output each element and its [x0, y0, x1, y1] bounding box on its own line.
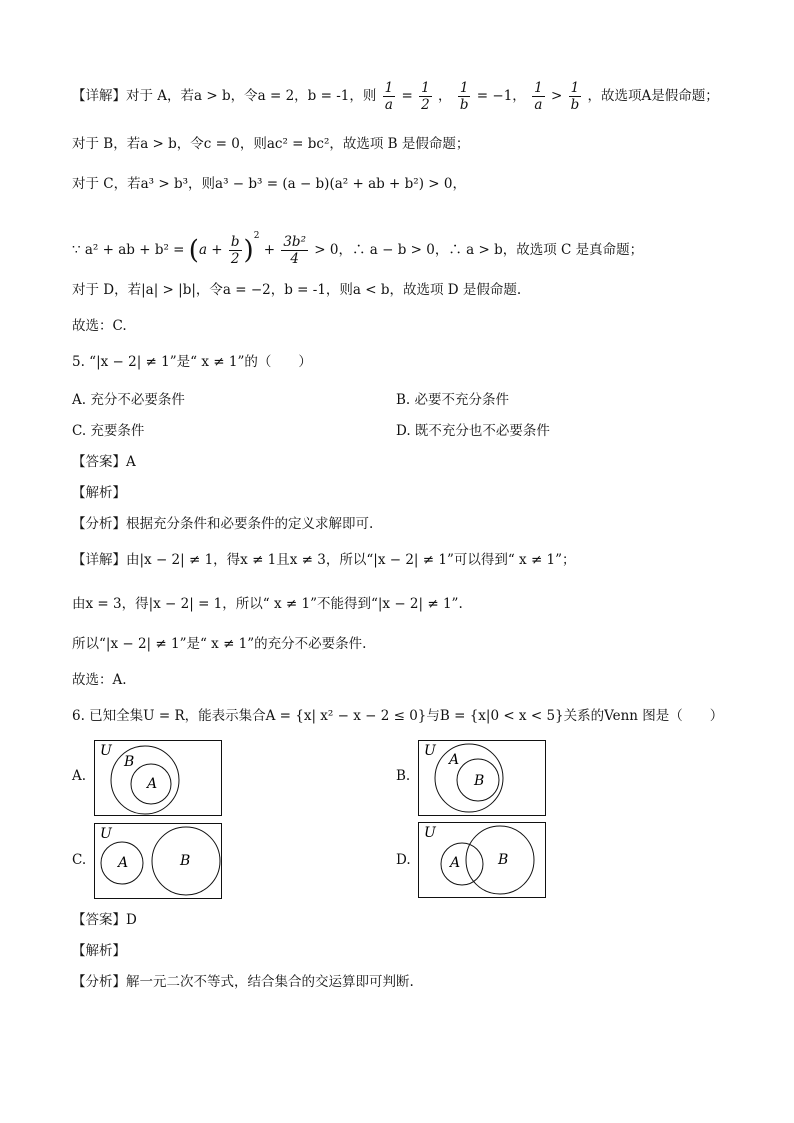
detail-line-c-proof — [72, 216, 643, 271]
venn-c-label: C. — [72, 852, 87, 868]
equals-minus-one: = −1， — [476, 88, 526, 104]
venn-c-universe: U — [100, 826, 112, 842]
analysis-6: 【解析】 — [72, 943, 126, 959]
choose-c: 故选：C. — [72, 318, 127, 334]
venn-b-universe: U — [424, 743, 436, 759]
venn-d-universe: U — [424, 825, 436, 841]
venn-a-inner-label: A — [147, 776, 158, 792]
equals-sign: = — [401, 88, 413, 104]
a-plus: a + — [198, 242, 223, 258]
separator: ， — [438, 88, 452, 104]
q5-option-a: A. 充分不必要条件 — [72, 392, 185, 408]
analysis-5: 【解析】 — [72, 485, 126, 501]
venn-diagram-d — [418, 822, 546, 898]
question-5: 5. “|x − 2| ≠ 1”是“ x ≠ 1”的（ ） — [72, 354, 312, 370]
detail-5-3: 所以“|x − 2| ≠ 1”是“ x ≠ 1”的充分不必要条件. — [72, 636, 367, 652]
fraction-1-a-second: $\frac{1}{a}$ — [534, 80, 543, 113]
venn-diagram-a — [94, 740, 222, 816]
fraction-1-b-second: $\frac{1}{b}$ — [570, 80, 580, 113]
greater-sign: > — [550, 88, 563, 104]
detail-text-a-tail: ，故选项A是假命题； — [587, 88, 719, 104]
detail-line-b: 对于 B，若a > b，令c = 0，则ac² = bc²，故选项 B 是假命题； — [72, 136, 470, 152]
q5-option-c: C. 充要条件 — [72, 423, 145, 439]
venn-d-label: D. — [396, 852, 411, 868]
venn-d-right-label: B — [498, 852, 509, 868]
venn-b-outer-label: A — [449, 752, 460, 768]
venn-c-left-label: A — [118, 855, 129, 871]
question-6: 6. 已知全集U = R，能表示集合A = {x| x² − x − 2 ≤ 0}与B = {x|0 < x < 5}关系的Venn 图是（ ） — [72, 708, 724, 724]
venn-diagram-b — [418, 740, 546, 816]
fraction-b-2: $\frac{b}{2}$ — [230, 234, 240, 267]
big-open-paren: ( — [188, 235, 199, 266]
q5-option-d: D. 既不充分也不必要条件 — [396, 423, 550, 439]
fraction-1-2: $\frac{1}{2}$ — [421, 80, 430, 113]
venn-a-universe: U — [100, 743, 112, 759]
detail-5-2: 由x = 3，得|x − 2| = 1，所以“ x ≠ 1”不能得到“|x − 2| ≠ 1”. — [72, 596, 463, 612]
venn-d-left-label: A — [450, 855, 461, 871]
venn-diagram-c — [94, 823, 222, 899]
proof-tail: > 0，∴ a − b > 0，∴ a > b，故选项 C 是真命题； — [314, 242, 644, 258]
venn-c-right-label: B — [180, 853, 191, 869]
q5-option-b: B. 必要不充分条件 — [396, 392, 510, 408]
analysis-summary-6: 【分析】解一元二次不等式，结合集合的交运算即可判断. — [72, 974, 414, 990]
detail-5-1: 【详解】由|x − 2| ≠ 1，得x ≠ 1且x ≠ 3，所以“|x − 2| ≠ 1”可以得到“ x ≠ 1”； — [72, 552, 576, 568]
detail-line-a — [72, 80, 719, 113]
fraction-3b2-4: $\frac{\text{3b²}}{4}$ — [283, 234, 306, 267]
square-exponent: 2 — [253, 231, 260, 241]
detail-text-a: 【详解】对于 A，若a > b，令a = 2，b = -1，则 — [72, 88, 377, 104]
proof-head: ∵ a² + ab + b² = — [72, 242, 185, 258]
venn-a-label: A. — [72, 768, 87, 784]
fraction-1-b: $\frac{1}{b}$ — [459, 80, 469, 113]
fraction-1-a: $\frac{1}{a}$ — [384, 80, 394, 113]
answer-6: 【答案】D — [72, 912, 137, 928]
venn-a-outer-label: B — [124, 754, 135, 770]
big-close-paren: ) — [243, 235, 254, 266]
detail-line-c: 对于 C，若a³ > b³，则a³ − b³ = (a − b)(a² + ab + b²) > 0， — [72, 176, 466, 192]
choose-a: 故选：A. — [72, 672, 127, 688]
analysis-summary-5: 【分析】根据充分条件和必要条件的定义求解即可. — [72, 516, 374, 532]
plus-sign: + — [263, 242, 276, 258]
answer-5: 【答案】A — [72, 454, 136, 470]
venn-b-label: B. — [396, 768, 411, 784]
detail-line-d: 对于 D，若|a| > |b|，令a = −2，b = -1，则a < b，故选项 D 是假命题. — [72, 282, 522, 298]
venn-b-inner-label: B — [474, 773, 485, 789]
